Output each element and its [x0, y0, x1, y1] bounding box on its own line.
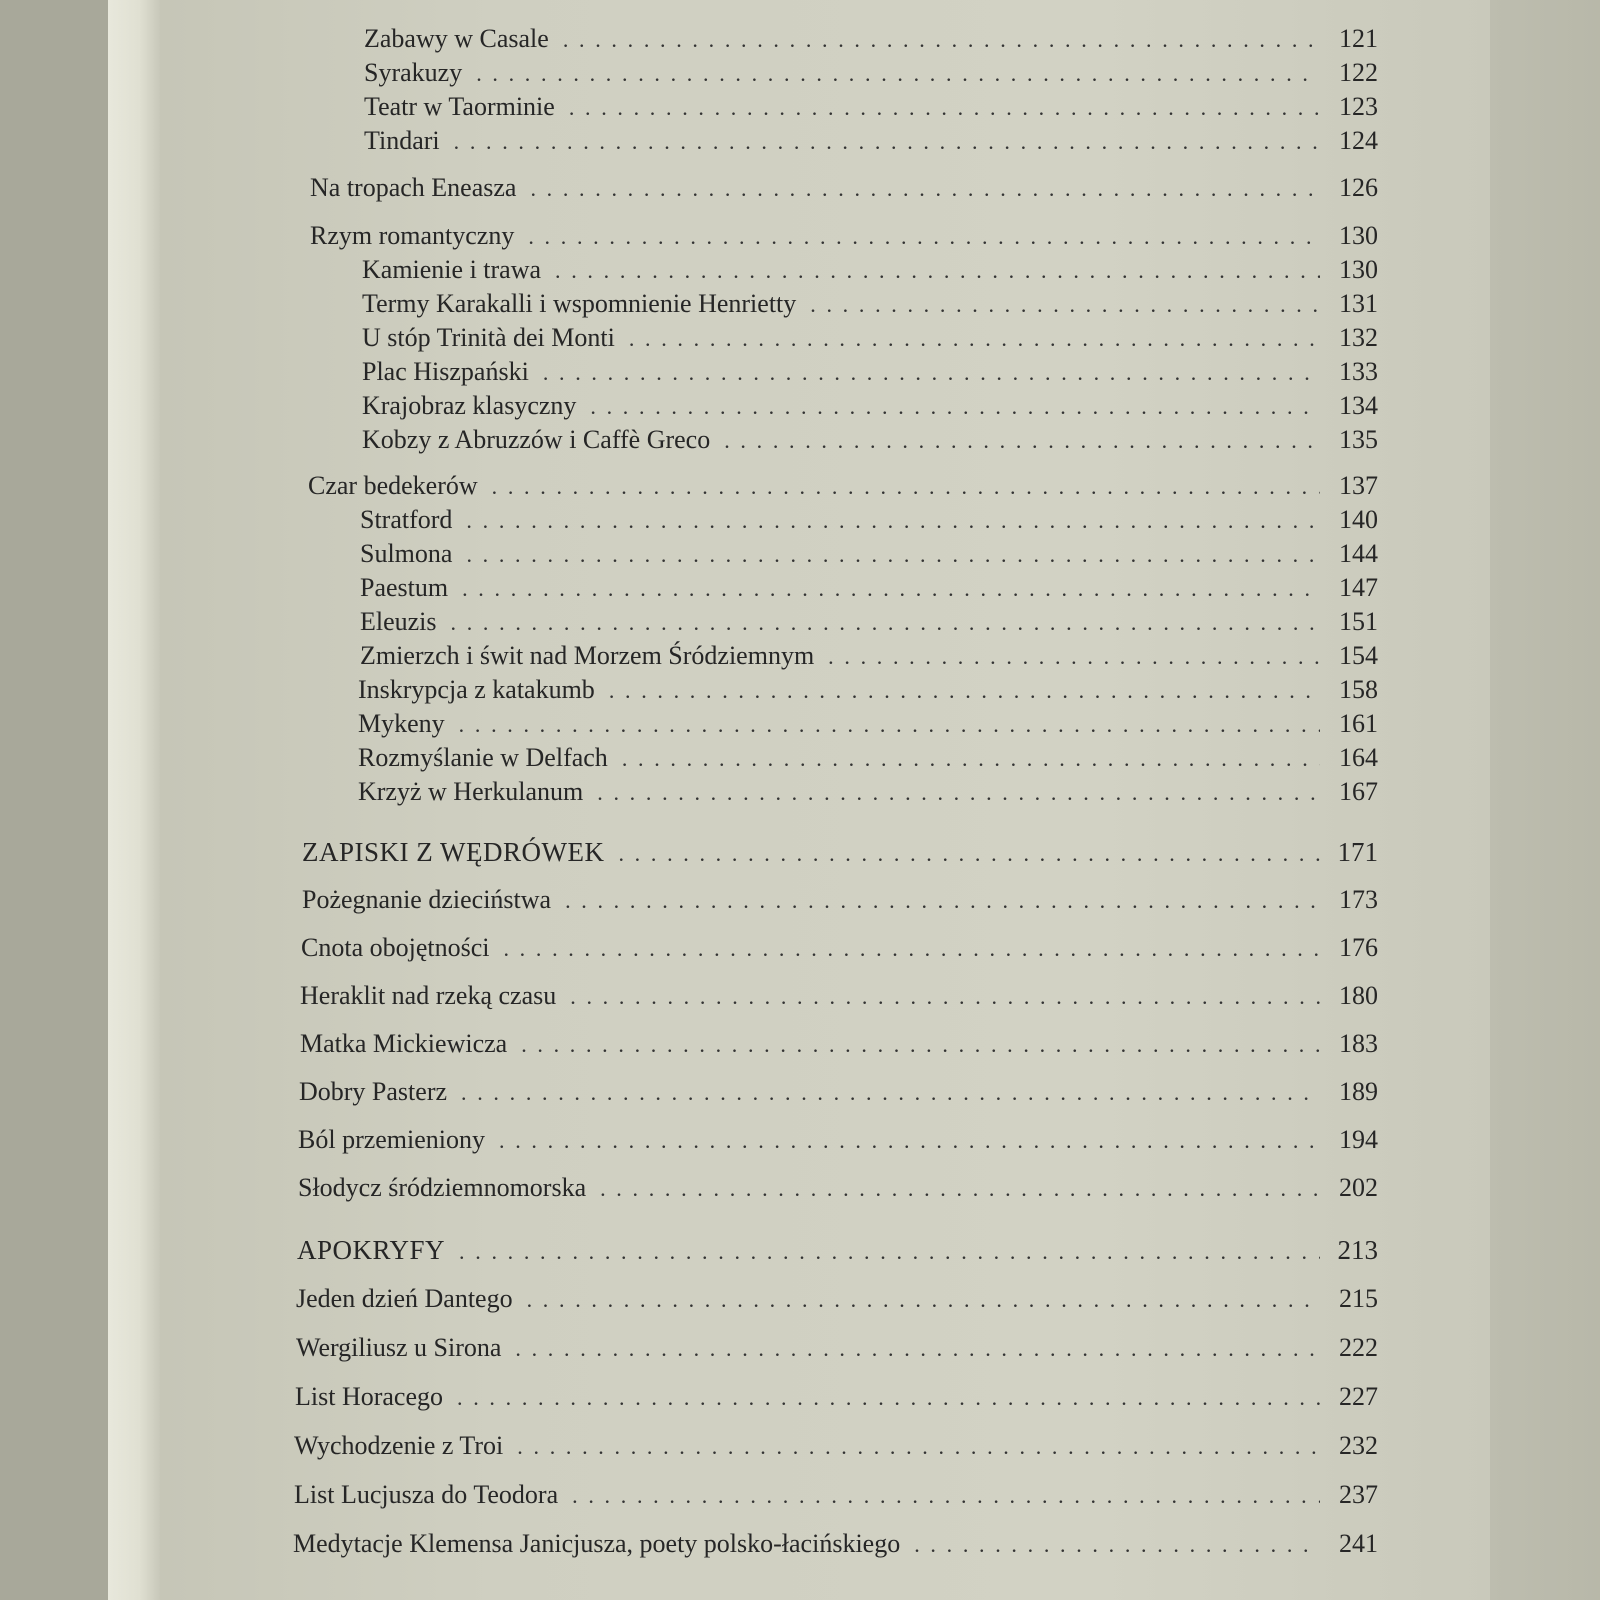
toc-entry — [360, 640, 1378, 673]
toc-section — [299, 1076, 1378, 1109]
toc-entry-page: 222 — [1339, 1333, 1378, 1362]
toc-section-title: List Horacego — [295, 1382, 444, 1411]
dot-leader — [629, 323, 1320, 355]
toc-entry-title: Plac Hiszpański — [362, 357, 529, 386]
toc-section — [293, 1528, 1378, 1561]
toc-entry-page: 194 — [1339, 1125, 1378, 1154]
toc-entry — [362, 288, 1378, 321]
toc-entry-title: Kamienie i trawa — [362, 255, 542, 284]
toc-entry-page: 167 — [1339, 777, 1378, 806]
dot-leader — [515, 1333, 1320, 1365]
toc-entry — [360, 538, 1378, 571]
toc-section — [310, 172, 1378, 205]
dot-leader — [828, 641, 1320, 673]
toc-entry-title: Krzyż w Herkulanum — [358, 777, 584, 806]
toc-entry-title: Eleuzis — [360, 607, 437, 636]
toc-entry-page: 137 — [1339, 471, 1378, 500]
toc-entry-page: 154 — [1339, 641, 1378, 670]
dot-leader — [597, 777, 1320, 809]
toc-entry-title: Stratford — [360, 505, 453, 534]
toc-section-title: Jeden dzień Dantego — [296, 1284, 513, 1313]
toc-part-title: ZAPISKI Z WĘDRÓWEK — [302, 837, 605, 867]
toc-section — [300, 1028, 1378, 1061]
toc-entry — [364, 23, 1378, 56]
toc-entry-page: 227 — [1339, 1382, 1378, 1411]
toc-section-title: Medytacje Klemensa Janicjusza, poety polsko-łacińskiego — [293, 1529, 901, 1558]
toc-entry-page: 232 — [1339, 1431, 1378, 1460]
dot-leader — [457, 1382, 1320, 1414]
toc-entry — [364, 57, 1378, 90]
dot-leader — [810, 289, 1320, 321]
toc-entry-title: Termy Karakalli i wspomnienie Henrietty — [362, 289, 797, 318]
dot-leader — [527, 1284, 1320, 1316]
toc-section-title: Rzym romantyczny — [310, 221, 515, 250]
toc-entry-title: Rozmyślanie w Delfach — [358, 743, 608, 772]
toc-part-title: APOKRYFY — [297, 1235, 446, 1265]
dot-leader — [569, 92, 1320, 124]
toc-entry-page: 173 — [1339, 885, 1378, 914]
toc-entry-page: 213 — [1337, 1235, 1378, 1265]
toc-entry-title: Zabawy w Casale — [364, 24, 549, 53]
toc-section-title: Czar bedekerów — [308, 471, 478, 500]
dot-leader — [459, 1236, 1320, 1268]
toc-entry-page: 122 — [1339, 58, 1378, 87]
dot-leader — [517, 1431, 1320, 1463]
dot-leader — [563, 24, 1320, 56]
toc-entry-page: 124 — [1339, 126, 1378, 155]
dot-leader — [543, 357, 1320, 389]
toc-entry — [364, 91, 1378, 124]
toc-entry — [362, 390, 1378, 423]
toc-section — [294, 1430, 1378, 1463]
toc-entry-page: 176 — [1339, 933, 1378, 962]
toc-entry — [362, 254, 1378, 287]
toc-part-heading — [302, 836, 1378, 870]
toc-section — [298, 1124, 1378, 1157]
toc-entry-title: Sulmona — [360, 539, 453, 568]
toc-entry — [358, 674, 1378, 707]
toc-entry-page: 189 — [1339, 1077, 1378, 1106]
dot-leader — [600, 1173, 1320, 1205]
toc-entry-page: 237 — [1339, 1480, 1378, 1509]
toc-entry-page: 121 — [1339, 24, 1378, 53]
toc-entry-page: 133 — [1339, 357, 1378, 386]
toc-section-title: Dobry Pasterz — [299, 1077, 448, 1106]
toc-entry-title: Teatr w Taorminie — [364, 92, 555, 121]
dot-leader — [454, 126, 1320, 158]
toc-entry-page: 183 — [1339, 1029, 1378, 1058]
toc-section-title: Wergiliusz u Sirona — [296, 1333, 502, 1362]
dot-leader — [466, 505, 1320, 537]
toc-section — [300, 980, 1378, 1013]
toc-section — [301, 932, 1378, 965]
toc-entry-page: 202 — [1339, 1173, 1378, 1202]
toc-entry-page: 180 — [1339, 981, 1378, 1010]
toc-part-heading — [297, 1234, 1378, 1268]
toc-entry-page: 161 — [1339, 709, 1378, 738]
dot-leader — [590, 391, 1320, 423]
dot-leader — [572, 1480, 1320, 1512]
toc-entry-title: Inskrypcja z katakumb — [358, 675, 595, 704]
dot-leader — [503, 933, 1320, 965]
dot-leader — [492, 471, 1320, 503]
toc-section — [295, 1381, 1378, 1414]
dot-leader — [451, 607, 1320, 639]
toc-entry — [362, 424, 1378, 457]
dot-leader — [528, 221, 1320, 253]
dot-leader — [724, 425, 1320, 457]
toc-section-title: Cnota obojętności — [301, 933, 490, 962]
toc-entry-title: U stóp Trinità dei Monti — [362, 323, 615, 352]
toc-section-title: Pożegnanie dzieciństwa — [302, 885, 552, 914]
toc-section — [308, 470, 1378, 503]
toc-entry — [358, 742, 1378, 775]
toc-entry-page: 144 — [1339, 539, 1378, 568]
toc-section — [296, 1332, 1378, 1365]
dot-leader — [570, 981, 1320, 1013]
toc-entry-page: 158 — [1339, 675, 1378, 704]
toc-entry-title: Paestum — [360, 573, 449, 602]
toc-section-title: Na tropach Eneasza — [310, 173, 517, 202]
dot-leader — [466, 539, 1320, 571]
dot-leader — [461, 1077, 1320, 1109]
toc-section — [294, 1479, 1378, 1512]
toc-entry-page: 215 — [1339, 1284, 1378, 1313]
dot-leader — [622, 743, 1320, 775]
toc-entry-title: Syrakuzy — [364, 58, 463, 87]
dot-leader — [565, 885, 1320, 917]
dot-leader — [914, 1529, 1320, 1561]
toc-section — [310, 220, 1378, 253]
toc-entry-title: Zmierzch i świt nad Morzem Śródziemnym — [360, 641, 815, 670]
toc-entry-page: 134 — [1339, 391, 1378, 420]
dot-leader — [499, 1125, 1320, 1157]
dot-leader — [462, 573, 1320, 605]
toc-entry-page: 131 — [1339, 289, 1378, 318]
toc-entry — [364, 125, 1378, 158]
toc-entry — [362, 322, 1378, 355]
toc-entry — [360, 504, 1378, 537]
toc-entry-page: 130 — [1339, 255, 1378, 284]
dot-leader — [609, 675, 1320, 707]
toc-section-title: Wychodzenie z Troi — [294, 1431, 504, 1460]
toc-entry — [358, 708, 1378, 741]
toc-entry-page: 164 — [1339, 743, 1378, 772]
toc-entry-page: 241 — [1339, 1529, 1378, 1558]
dot-leader — [521, 1029, 1320, 1061]
toc-section-title: Ból przemieniony — [298, 1125, 486, 1154]
toc-entry — [360, 606, 1378, 639]
dot-leader — [618, 838, 1320, 870]
toc-section — [302, 884, 1378, 917]
toc-entry-page: 140 — [1339, 505, 1378, 534]
dot-leader — [530, 173, 1320, 205]
dot-leader — [459, 709, 1320, 741]
dot-leader — [555, 255, 1320, 287]
toc-entry — [360, 572, 1378, 605]
toc-entry-page: 132 — [1339, 323, 1378, 352]
toc-section — [296, 1283, 1378, 1316]
toc-entry — [362, 356, 1378, 389]
toc-entry-title: Kobzy z Abruzzów i Caffè Greco — [362, 425, 711, 454]
toc-entry-page: 123 — [1339, 92, 1378, 121]
toc-section-title: Heraklit nad rzeką czasu — [300, 981, 557, 1010]
toc-section-title: Słodycz śródziemnomorska — [298, 1173, 587, 1202]
toc-section — [298, 1172, 1378, 1205]
dot-leader — [476, 58, 1320, 90]
toc-entry-title: Mykeny — [358, 709, 445, 738]
toc-entry-page: 147 — [1339, 573, 1378, 602]
toc-section-title: List Lucjusza do Teodora — [294, 1480, 559, 1509]
toc-entry-page: 130 — [1339, 221, 1378, 250]
toc-entry-page: 171 — [1337, 837, 1378, 867]
toc-entry-page: 135 — [1339, 425, 1378, 454]
toc-section-title: Matka Mickiewicza — [300, 1029, 508, 1058]
toc-entry-page: 126 — [1339, 173, 1378, 202]
toc-entry-title: Tindari — [364, 126, 440, 155]
toc-entry — [358, 776, 1378, 809]
toc-entry-title: Krajobraz klasyczny — [362, 391, 577, 420]
toc-entry-page: 151 — [1339, 607, 1378, 636]
